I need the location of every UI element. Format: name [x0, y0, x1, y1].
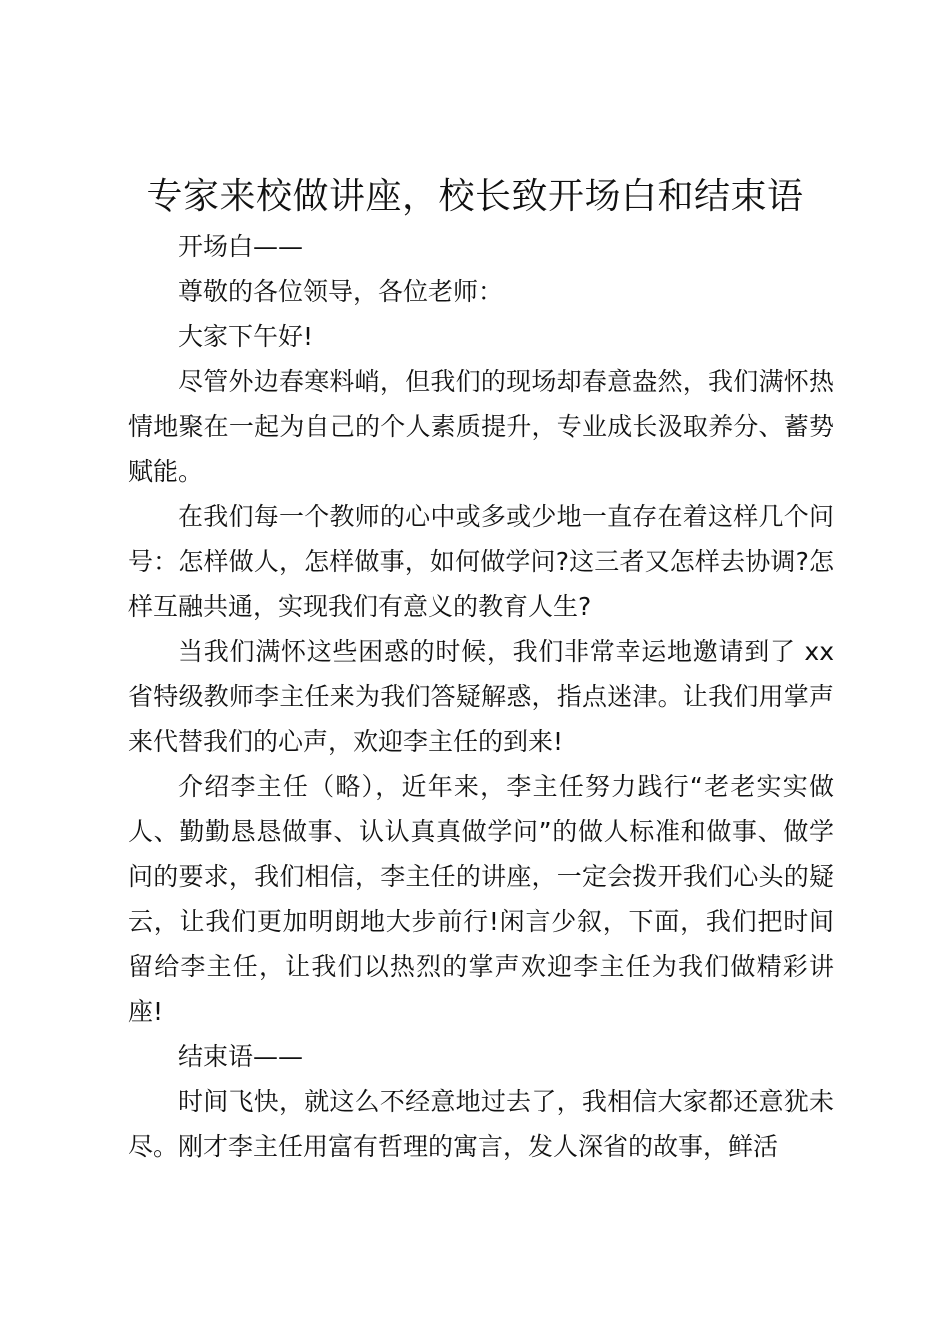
paragraph: 当我们满怀这些困惑的时候，我们非常幸运地邀请到了 xx 省特级教师李主任来为我们答疑解惑，指点迷津。让我们用掌声来代替我们的心声，欢迎李主任的到来! — [128, 637, 834, 756]
document-body — [128, 224, 834, 1169]
paragraph: 尽管外边春寒料峭，但我们的现场却春意盎然，我们满怀热情地聚在一起为自己的个人素质提升，专业成长汲取养分、蓄势赋能。 — [128, 367, 834, 486]
section-heading-opening: 开场白—— — [178, 232, 304, 261]
section-heading-closing: 结束语—— — [178, 1042, 304, 1071]
document-title: 专家来校做讲座，校长致开场白和结束语 — [146, 176, 804, 217]
paragraph: 介绍李主任（略），近年来，李主任努力践行“老老实实做人、勤勤恳恳做事、认认真真做学问”的做人标准和做事、做学问的要求，我们相信，李主任的讲座，一定会拨开我们心头的疑云，让我们更加明朗地大步前行!闲言少叙，下面，我们把时间留给李主任，让我们以热烈的掌声欢迎李主任为我们做精彩讲座! — [128, 772, 834, 1026]
greeting: 大家下午好! — [178, 322, 314, 351]
salutation: 尊敬的各位领导，各位老师： — [178, 277, 504, 306]
paragraph: 时间飞快，就这么不经意地过去了，我相信大家都还意犹未尽。刚才李主任用富有哲理的寓言，发人深省的故事，鲜活 — [128, 1087, 834, 1161]
paragraph: 在我们每一个教师的心中或多或少地一直存在着这样几个问号：怎样做人，怎样做事，如何做学问?这三者又怎样去协调?怎样互融共通，实现我们有意义的教育人生? — [128, 502, 834, 621]
